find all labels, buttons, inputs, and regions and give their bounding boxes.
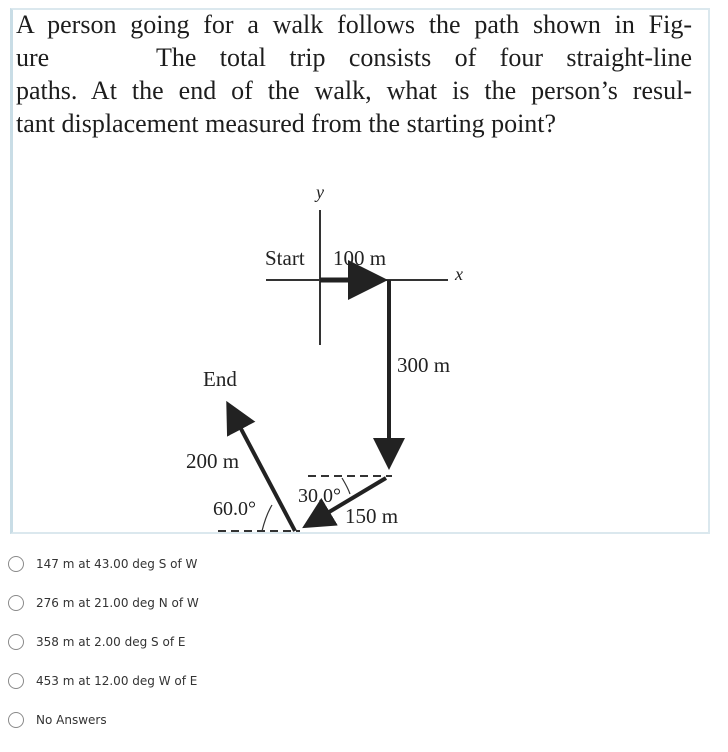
segment-4-label: 200 m <box>186 449 240 473</box>
x-axis-label: x <box>455 264 463 284</box>
question-line-4: tant displacement measured from the starting point? <box>16 109 557 138</box>
answer-option-3[interactable] <box>8 630 268 654</box>
segment-1-label: 100 m <box>333 246 387 270</box>
radio-button[interactable] <box>8 634 24 650</box>
answer-option-label: 276 m at 21.00 deg N of W <box>36 596 199 610</box>
question-line-1: A person going for a walk follows the path shown in Fig- <box>16 10 692 39</box>
answer-option-4[interactable] <box>8 669 268 693</box>
answer-option-label: No Answers <box>36 713 107 727</box>
answer-option-label: 147 m at 43.00 deg S of W <box>36 557 198 571</box>
answer-option-1[interactable] <box>8 552 268 576</box>
answer-option-label: 358 m at 2.00 deg S of E <box>36 635 186 649</box>
angle-2-arc <box>342 478 350 494</box>
answer-option-2[interactable] <box>8 591 268 615</box>
angle-1-arc <box>262 505 272 531</box>
question-line-3: paths. At the end of the walk, what is the person’s resul- <box>16 76 692 105</box>
segment-3-label: 150 m <box>345 504 399 528</box>
radio-button[interactable] <box>8 673 24 689</box>
radio-button[interactable] <box>8 712 24 728</box>
y-axis-label: y <box>316 182 324 202</box>
radio-button[interactable] <box>8 556 24 572</box>
angle-1-label: 60.0° <box>213 498 256 520</box>
answer-option-label: 453 m at 12.00 deg W of E <box>36 674 198 688</box>
radio-button[interactable] <box>8 595 24 611</box>
question-line-2-end: The total trip consists of four straight-line <box>156 43 692 72</box>
end-label: End <box>203 367 237 391</box>
start-label: Start <box>265 246 305 270</box>
segment-2-label: 300 m <box>397 353 451 377</box>
angle-2-label: 30.0° <box>298 485 341 507</box>
question-line-2-start: ure <box>16 43 50 72</box>
answer-option-5[interactable] <box>8 708 268 732</box>
